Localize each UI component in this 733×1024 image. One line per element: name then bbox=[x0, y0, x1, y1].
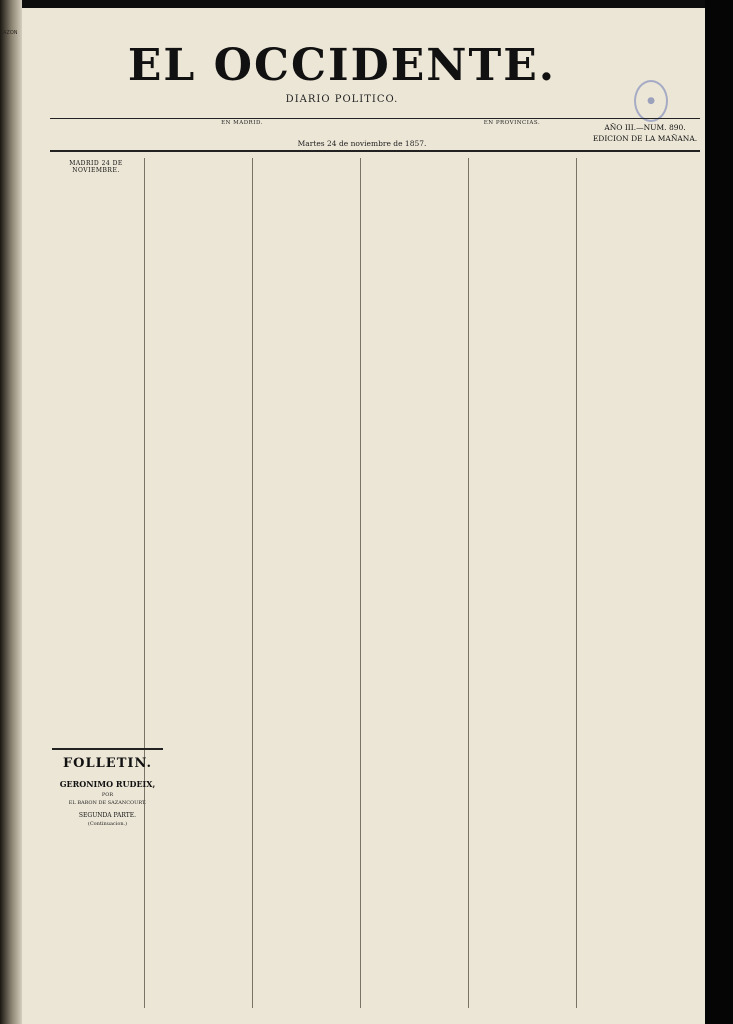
newspaper-page bbox=[22, 8, 705, 1024]
newspaper-subtitle: DIARIO POLITICO. bbox=[285, 94, 399, 105]
column-4 bbox=[365, 158, 463, 1008]
column-divider bbox=[468, 158, 469, 1008]
newspaper-title: EL OCCIDENTE. bbox=[127, 40, 557, 91]
folletin-header bbox=[52, 750, 163, 860]
adjacent-page-heading: AZON bbox=[3, 30, 18, 36]
novel-part: SEGUNDA PARTE. bbox=[78, 812, 137, 819]
issue-info bbox=[590, 122, 700, 144]
binding-spine bbox=[0, 0, 22, 1024]
column-6 bbox=[581, 158, 691, 1008]
column-divider bbox=[576, 158, 577, 1008]
masthead bbox=[22, 8, 705, 118]
edition-label: EDICION DE LA MAÑANA. bbox=[592, 134, 698, 143]
column-3 bbox=[257, 158, 355, 1008]
scan-background bbox=[705, 0, 733, 1024]
folletin-title: FOLLETIN. bbox=[62, 756, 153, 771]
adjacent-page-fragment bbox=[3, 30, 19, 990]
column-divider bbox=[360, 158, 361, 1008]
column-2 bbox=[149, 158, 247, 1008]
column-5 bbox=[473, 158, 571, 1008]
column-1 bbox=[52, 158, 140, 743]
publication-date: Martes 24 de noviembre de 1857. bbox=[297, 139, 427, 148]
provinces-subscription-heading: EN PROVINCIAS. bbox=[483, 120, 541, 126]
byline-por: POR bbox=[101, 792, 114, 798]
novel-author: EL BARON DE SAZANCOURT. bbox=[68, 800, 147, 806]
continuation-note: (Continuacion.) bbox=[87, 821, 128, 827]
library-stamp-icon: ● bbox=[634, 80, 668, 122]
issue-number: AÑO III.—NUM. 890. bbox=[604, 123, 686, 132]
column-divider bbox=[252, 158, 253, 1008]
madrid-subscription-heading: EN MADRID. bbox=[221, 120, 263, 126]
article-heading: MADRID 24 DE NOVIEMBRE. bbox=[69, 160, 123, 174]
novel-title: GERONIMO RUDEIX, bbox=[59, 779, 156, 789]
folletin-body bbox=[52, 860, 163, 1010]
